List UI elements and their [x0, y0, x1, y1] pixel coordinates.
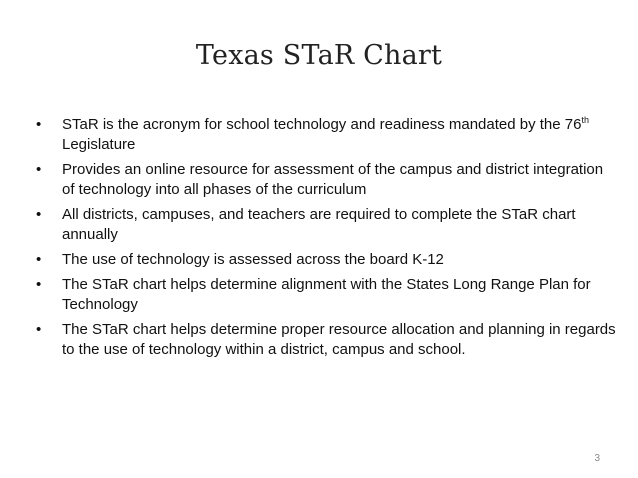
bullet-text: The use of technology is assessed across the board K-12	[62, 251, 444, 268]
bullet-icon: •	[36, 321, 42, 338]
bullet-text: The STaR chart helps determine proper resource allocation and planning in regards to the use of technology within a district, campus and school.	[62, 321, 616, 358]
bullet-text: The STaR chart helps determine alignment with the States Long Range Plan for Technology	[62, 276, 591, 313]
bullet-text: All districts, campuses, and teachers are required to complete the STaR chart annually	[62, 206, 576, 243]
page-number: 3	[594, 453, 600, 464]
bullet-list	[36, 115, 616, 365]
bullet-icon: •	[36, 116, 42, 133]
bullet-item	[36, 320, 616, 360]
bullet-text: Provides an online resource for assessment of the campus and district integration of technology into all phases of the curriculum	[62, 161, 604, 198]
bullet-text: STaR is the acronym for school technology and readiness mandated by the 76	[62, 116, 582, 133]
bullet-item	[36, 275, 616, 315]
bullet-item	[36, 205, 616, 245]
bullet-text: Legislature	[62, 136, 136, 153]
superscript: th	[581, 115, 589, 125]
bullet-icon: •	[36, 251, 42, 268]
slide-title: Texas STaR Chart	[195, 40, 443, 71]
bullet-icon: •	[36, 161, 42, 178]
bullet-icon: •	[36, 276, 42, 293]
bullet-item	[36, 250, 616, 270]
bullet-icon: •	[36, 206, 42, 223]
bullet-item	[36, 115, 616, 155]
bullet-item	[36, 160, 616, 200]
